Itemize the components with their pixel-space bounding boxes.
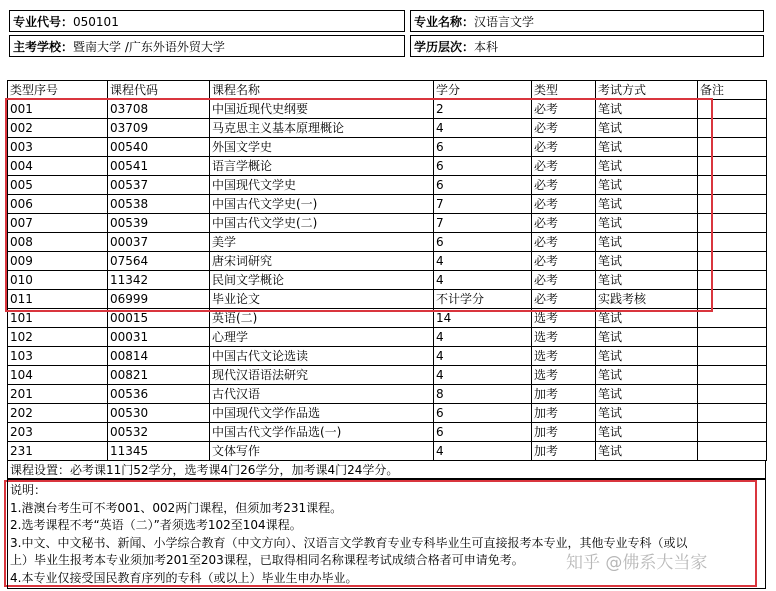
- cell-course-name: 外国文学史: [210, 138, 434, 157]
- table-row: [8, 233, 767, 252]
- cell-course-name: 毕业论文: [210, 290, 434, 309]
- cell-credits: 6: [434, 233, 532, 252]
- cell-exam-method: 笔试: [596, 385, 698, 404]
- level-box: [410, 35, 764, 57]
- table-row: [8, 214, 767, 233]
- cell-course-name: 中国近现代史纲要: [210, 100, 434, 119]
- cell-course-name: 心理学: [210, 328, 434, 347]
- cell-course-code: 00539: [108, 214, 210, 233]
- cell-course-code: 03708: [108, 100, 210, 119]
- cell-course-code: 11342: [108, 271, 210, 290]
- cell-exam-method: 笔试: [596, 347, 698, 366]
- cell-credits: 8: [434, 385, 532, 404]
- school-value: 暨南大学 /广东外语外贸大学: [73, 40, 225, 54]
- cell-exam-method: 笔试: [596, 157, 698, 176]
- cell-type-no: 006: [8, 195, 108, 214]
- cell-remarks: [698, 100, 767, 119]
- cell-course-code: 00821: [108, 366, 210, 385]
- cell-credits: 不计学分: [434, 290, 532, 309]
- cell-course-code: 00536: [108, 385, 210, 404]
- cell-credits: 6: [434, 176, 532, 195]
- table-row: [8, 423, 767, 442]
- note-line: 上）毕业生报考本专业须加考201至203课程，已取得相同名称课程考试成绩合格者可申请免考。: [10, 553, 524, 567]
- cell-credits: 6: [434, 404, 532, 423]
- cell-course-name: 中国古代文学作品选(一): [210, 423, 434, 442]
- cell-exam-method: 笔试: [596, 176, 698, 195]
- table-row: [8, 252, 767, 271]
- table-row: [8, 366, 767, 385]
- header-exam-method: 考试方式: [596, 81, 698, 100]
- cell-course-name: 中国古代文学史(一): [210, 195, 434, 214]
- major-code-label: 专业代号：: [13, 15, 74, 29]
- table-row: [8, 385, 767, 404]
- cell-exam-method: 实践考核: [596, 290, 698, 309]
- header-type: 类型: [532, 81, 596, 100]
- course-summary: 课程设置：必考课11门52学分，选考课4门26学分，加考课4门24学分。: [7, 460, 766, 479]
- cell-course-name: 中国现代文学史: [210, 176, 434, 195]
- cell-course-code: 00532: [108, 423, 210, 442]
- cell-type: 选考: [532, 328, 596, 347]
- major-name-box: [410, 10, 764, 32]
- cell-type: 必考: [532, 119, 596, 138]
- cell-course-name: 唐宋词研究: [210, 252, 434, 271]
- cell-credits: 7: [434, 214, 532, 233]
- cell-type: 加考: [532, 423, 596, 442]
- cell-type-no: 101: [8, 309, 108, 328]
- cell-type: 必考: [532, 271, 596, 290]
- cell-credits: 2: [434, 100, 532, 119]
- cell-remarks: [698, 138, 767, 157]
- cell-type: 必考: [532, 195, 596, 214]
- cell-type-no: 102: [8, 328, 108, 347]
- note-line: 2.选考课程不考“英语（二）”者须选考102至104课程。: [10, 518, 302, 532]
- cell-type-no: 007: [8, 214, 108, 233]
- cell-type-no: 005: [8, 176, 108, 195]
- table-row: [8, 157, 767, 176]
- cell-exam-method: 笔试: [596, 119, 698, 138]
- cell-course-name: 古代汉语: [210, 385, 434, 404]
- table-header-row: [8, 81, 767, 100]
- cell-exam-method: 笔试: [596, 328, 698, 347]
- major-name-label: 专业名称：: [414, 15, 475, 29]
- cell-remarks: [698, 176, 767, 195]
- note-line: 4.本专业仅接受国民教育序列的专科（或以上）毕业生申办毕业。: [10, 570, 358, 585]
- cell-course-code: 00541: [108, 157, 210, 176]
- cell-credits: 4: [434, 328, 532, 347]
- cell-course-name: 语言学概论: [210, 157, 434, 176]
- major-name-value: 汉语言文学: [474, 15, 535, 29]
- cell-exam-method: 笔试: [596, 195, 698, 214]
- cell-credits: 4: [434, 252, 532, 271]
- cell-course-code: 00537: [108, 176, 210, 195]
- cell-course-name: 中国现代文学作品选: [210, 404, 434, 423]
- cell-course-name: 马克思主义基本原理概论: [210, 119, 434, 138]
- cell-type: 加考: [532, 404, 596, 423]
- cell-exam-method: 笔试: [596, 233, 698, 252]
- cell-course-name: 民间文学概论: [210, 271, 434, 290]
- cell-type: 必考: [532, 290, 596, 309]
- cell-type-no: 008: [8, 233, 108, 252]
- cell-course-code: 00538: [108, 195, 210, 214]
- cell-remarks: [698, 290, 767, 309]
- cell-course-code: 00540: [108, 138, 210, 157]
- cell-remarks: [698, 328, 767, 347]
- cell-type-no: 009: [8, 252, 108, 271]
- cell-remarks: [698, 195, 767, 214]
- cell-remarks: [698, 157, 767, 176]
- table-row: [8, 309, 767, 328]
- cell-type: 选考: [532, 366, 596, 385]
- cell-course-name: 中国古代文论选读: [210, 347, 434, 366]
- header-course-code: 课程代码: [108, 81, 210, 100]
- cell-type-no: 011: [8, 290, 108, 309]
- cell-course-code: 00015: [108, 309, 210, 328]
- cell-course-name: 美学: [210, 233, 434, 252]
- cell-remarks: [698, 214, 767, 233]
- table-row: [8, 176, 767, 195]
- table-row: [8, 100, 767, 119]
- cell-type: 必考: [532, 214, 596, 233]
- cell-type-no: 003: [8, 138, 108, 157]
- cell-remarks: [698, 442, 767, 461]
- major-code-value: 050101: [73, 15, 119, 29]
- header-remarks: 备注: [698, 81, 767, 100]
- cell-remarks: [698, 119, 767, 138]
- note-line: 1.港澳台考生可不考001、002两门课程，但须加考231课程。: [10, 500, 343, 515]
- table-row: [8, 290, 767, 309]
- notes-title: 说明：: [10, 483, 47, 497]
- cell-course-code: 00814: [108, 347, 210, 366]
- level-value: 本科: [474, 40, 499, 54]
- cell-credits: 4: [434, 366, 532, 385]
- level-label: 学历层次：: [414, 40, 475, 54]
- cell-type-no: 231: [8, 442, 108, 461]
- cell-type: 必考: [532, 176, 596, 195]
- cell-remarks: [698, 366, 767, 385]
- cell-credits: 7: [434, 195, 532, 214]
- cell-type-no: 001: [8, 100, 108, 119]
- cell-type: 必考: [532, 157, 596, 176]
- watermark: 知乎 @佛系大当家: [566, 553, 708, 573]
- cell-type: 必考: [532, 252, 596, 271]
- cell-type-no: 103: [8, 347, 108, 366]
- cell-credits: 6: [434, 157, 532, 176]
- cell-type-no: 010: [8, 271, 108, 290]
- header-type-no: 类型序号: [8, 81, 108, 100]
- cell-remarks: [698, 233, 767, 252]
- cell-type: 选考: [532, 309, 596, 328]
- cell-remarks: [698, 404, 767, 423]
- cell-type: 必考: [532, 100, 596, 119]
- cell-remarks: [698, 347, 767, 366]
- cell-remarks: [698, 309, 767, 328]
- cell-exam-method: 笔试: [596, 404, 698, 423]
- cell-exam-method: 笔试: [596, 366, 698, 385]
- cell-course-name: 现代汉语语法研究: [210, 366, 434, 385]
- table-row: [8, 138, 767, 157]
- cell-type: 必考: [532, 138, 596, 157]
- note-line: 3.中文、中文秘书、新闻、小学综合教育（中文方向）、汉语言文学教育专业专科毕业生可直接报考本专业，其他专业专科（或以: [10, 535, 688, 550]
- cell-type-no: 002: [8, 119, 108, 138]
- cell-type: 必考: [532, 233, 596, 252]
- cell-course-code: 03709: [108, 119, 210, 138]
- cell-type-no: 004: [8, 157, 108, 176]
- cell-exam-method: 笔试: [596, 252, 698, 271]
- cell-exam-method: 笔试: [596, 100, 698, 119]
- table-row: [8, 271, 767, 290]
- cell-remarks: [698, 385, 767, 404]
- cell-remarks: [698, 252, 767, 271]
- cell-type-no: 201: [8, 385, 108, 404]
- cell-exam-method: 笔试: [596, 138, 698, 157]
- cell-credits: 6: [434, 423, 532, 442]
- cell-course-code: 06999: [108, 290, 210, 309]
- cell-type: 选考: [532, 347, 596, 366]
- cell-course-code: 07564: [108, 252, 210, 271]
- cell-course-name: 英语(二): [210, 309, 434, 328]
- cell-type-no: 202: [8, 404, 108, 423]
- cell-credits: 4: [434, 347, 532, 366]
- cell-type: 加考: [532, 442, 596, 461]
- cell-course-name: 中国古代文学史(二): [210, 214, 434, 233]
- cell-exam-method: 笔试: [596, 442, 698, 461]
- header-course-name: 课程名称: [210, 81, 434, 100]
- cell-course-code: 11345: [108, 442, 210, 461]
- school-label: 主考学校：: [13, 40, 74, 54]
- header-credits: 学分: [434, 81, 532, 100]
- table-row: [8, 404, 767, 423]
- table-row: [8, 442, 767, 461]
- cell-credits: 14: [434, 309, 532, 328]
- cell-exam-method: 笔试: [596, 309, 698, 328]
- cell-course-code: 00530: [108, 404, 210, 423]
- cell-exam-method: 笔试: [596, 271, 698, 290]
- major-code-box: [9, 10, 405, 32]
- cell-course-code: 00031: [108, 328, 210, 347]
- cell-exam-method: 笔试: [596, 423, 698, 442]
- cell-remarks: [698, 271, 767, 290]
- cell-type: 加考: [532, 385, 596, 404]
- table-row: [8, 347, 767, 366]
- cell-course-name: 文体写作: [210, 442, 434, 461]
- cell-type-no: 104: [8, 366, 108, 385]
- course-table: [7, 80, 767, 461]
- cell-credits: 6: [434, 138, 532, 157]
- cell-credits: 4: [434, 271, 532, 290]
- cell-credits: 4: [434, 442, 532, 461]
- table-row: [8, 195, 767, 214]
- cell-type-no: 203: [8, 423, 108, 442]
- table-row: [8, 328, 767, 347]
- cell-course-code: 00037: [108, 233, 210, 252]
- school-box: [9, 35, 405, 57]
- cell-exam-method: 笔试: [596, 214, 698, 233]
- table-row: [8, 119, 767, 138]
- cell-credits: 4: [434, 119, 532, 138]
- cell-remarks: [698, 423, 767, 442]
